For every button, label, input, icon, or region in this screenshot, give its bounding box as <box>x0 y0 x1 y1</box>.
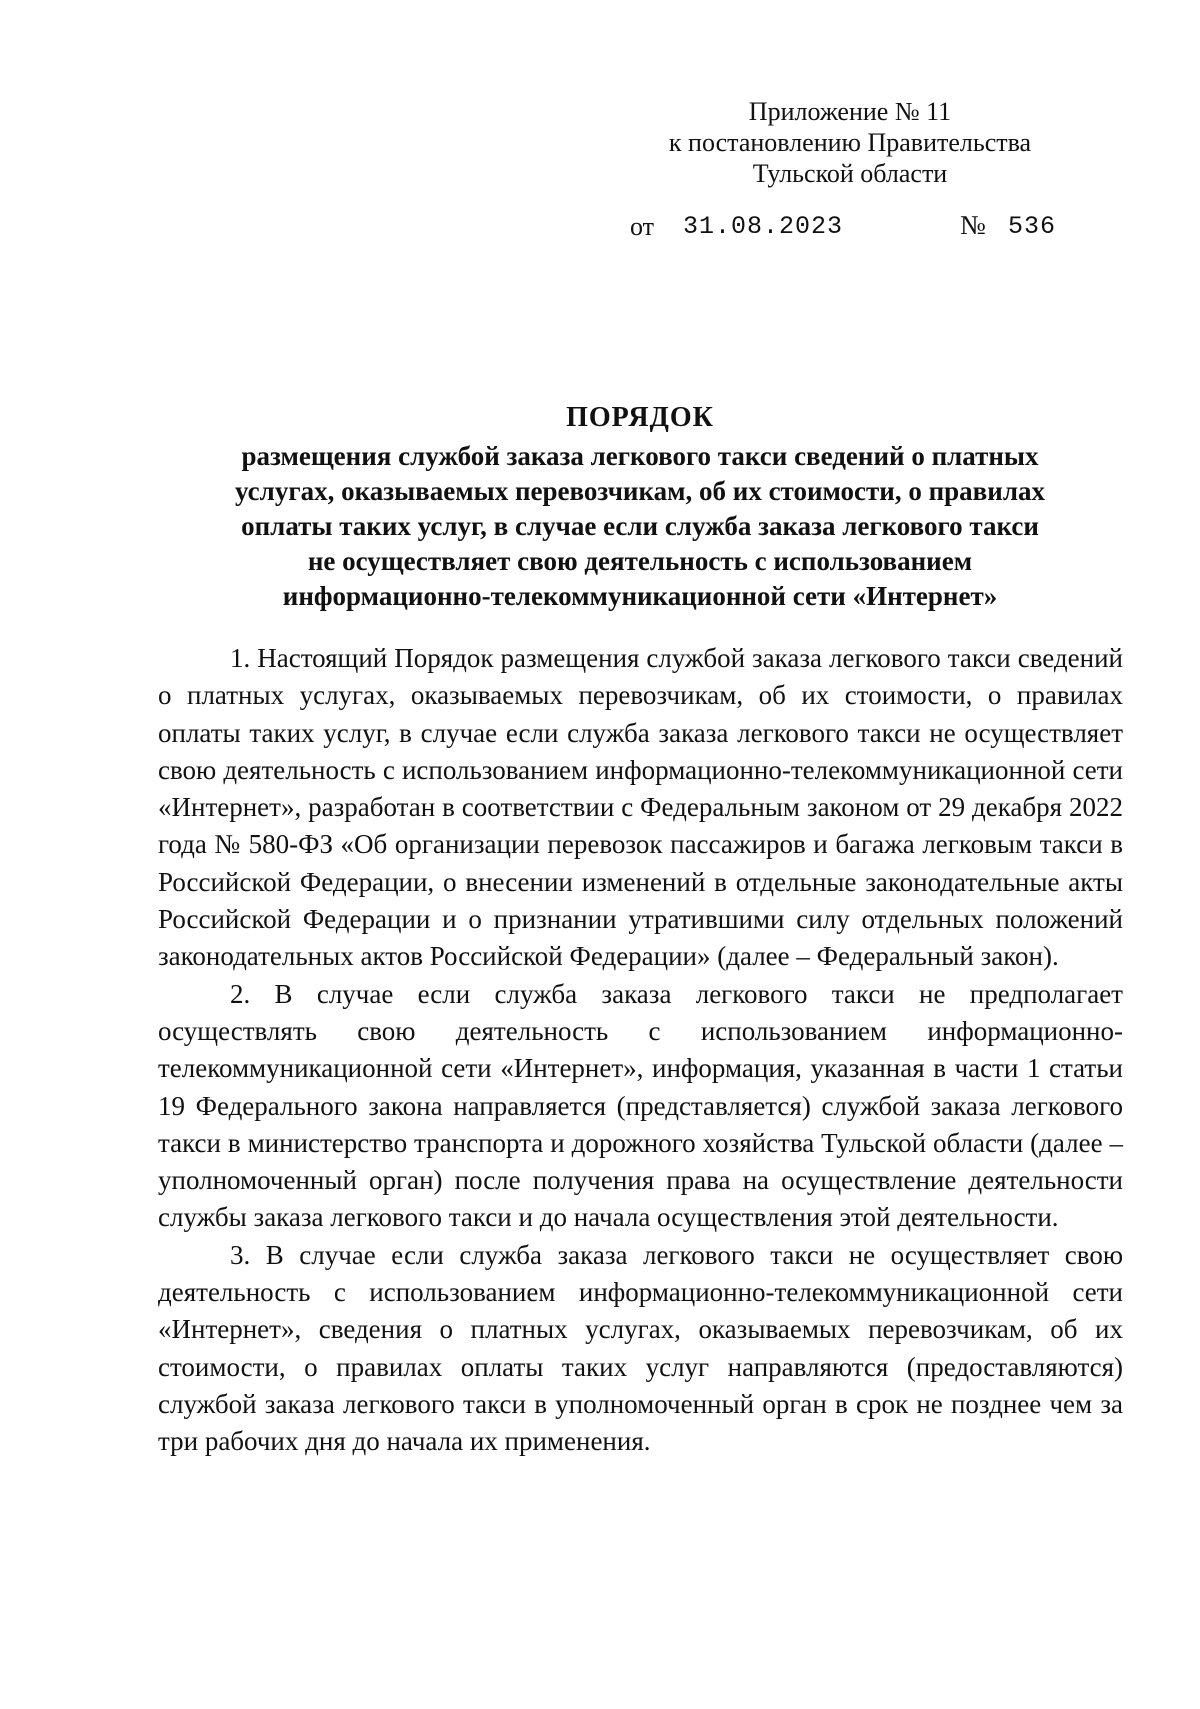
paragraph-3: 3. В случае если служба заказа легкового такси не осуществляет свою деятельность с использованием информационно-телекоммуникационной сети «Интернет», сведения о платных услугах, оказываемых перевозчикам, об их стоимости, о правилах оплаты таких услуг направляются (предоставляются) службой заказа легкового такси в уполномоченный орган в срок не позднее чем за три рабочих дня до начала их применения. <box>158 1239 1123 1457</box>
appendix-line: Тульской области <box>752 159 948 188</box>
appendix-line: Приложение № 11 <box>748 97 952 126</box>
resolution-date: 31.08.2023 <box>683 212 844 241</box>
paragraph-2: 2. В случае если служба заказа легкового такси не предполагает осуществлять свою деятельность с использованием информационно-телекоммуникационной сети «Интернет», информация, указанная в части 1 статьи 19 Федерального закона направляется (представляется) службой заказа легкового такси в министерство транспорта и дорожного хозяйства Тульской области (далее – уполномоченный орган) после получения права на осуществление деятельности службы заказа легкового такси и до начала осуществления этой деятельности. <box>158 978 1123 1233</box>
title-line: информационно-телекоммуникационной сети «Интернет» <box>282 581 998 611</box>
title-line: оплаты таких услуг, в случае если служба заказа легкового такси <box>241 511 1039 541</box>
title-line: не осуществляет свою деятельность с использованием <box>307 546 973 576</box>
document-body <box>158 640 1123 1461</box>
title-main: ПОРЯДОК <box>566 402 714 433</box>
appendix-line: к постановлению Правительства <box>668 128 1032 157</box>
title-line: услугах, оказываемых перевозчикам, об их стоимости, о правилах <box>235 476 1045 506</box>
appendix-header <box>620 96 1080 189</box>
resolution-dateline <box>630 210 1070 250</box>
paragraph-1: 1. Настоящий Порядок размещения службой заказа легкового такси сведений о платных услугах, оказываемых перевозчикам, об их стоимости, о правилах оплаты таких услуг, в случае если служба заказа легкового такси не осуществляет свою деятельность с использованием информационно-телекоммуникационной сети «Интернет», разработан в соответствии с Федеральным законом от 29 декабря 2022 года № 580-ФЗ «Об организации перевозок пассажиров и багажа легковым такси в Российской Федерации, о внесении изменений в отдельные законодательные акты Российской Федерации и о признании утратившими силу отдельных положений законодательных актов Российской Федерации» (далее – Федеральный закон). <box>158 643 1123 972</box>
document-title <box>150 400 1130 614</box>
resolution-number: 536 <box>1008 212 1057 241</box>
title-subtitle <box>150 439 1130 614</box>
title-line: размещения службой заказа легкового такси сведений о платных <box>241 441 1039 471</box>
date-prefix: от <box>630 212 655 241</box>
number-sign: № <box>960 210 986 240</box>
